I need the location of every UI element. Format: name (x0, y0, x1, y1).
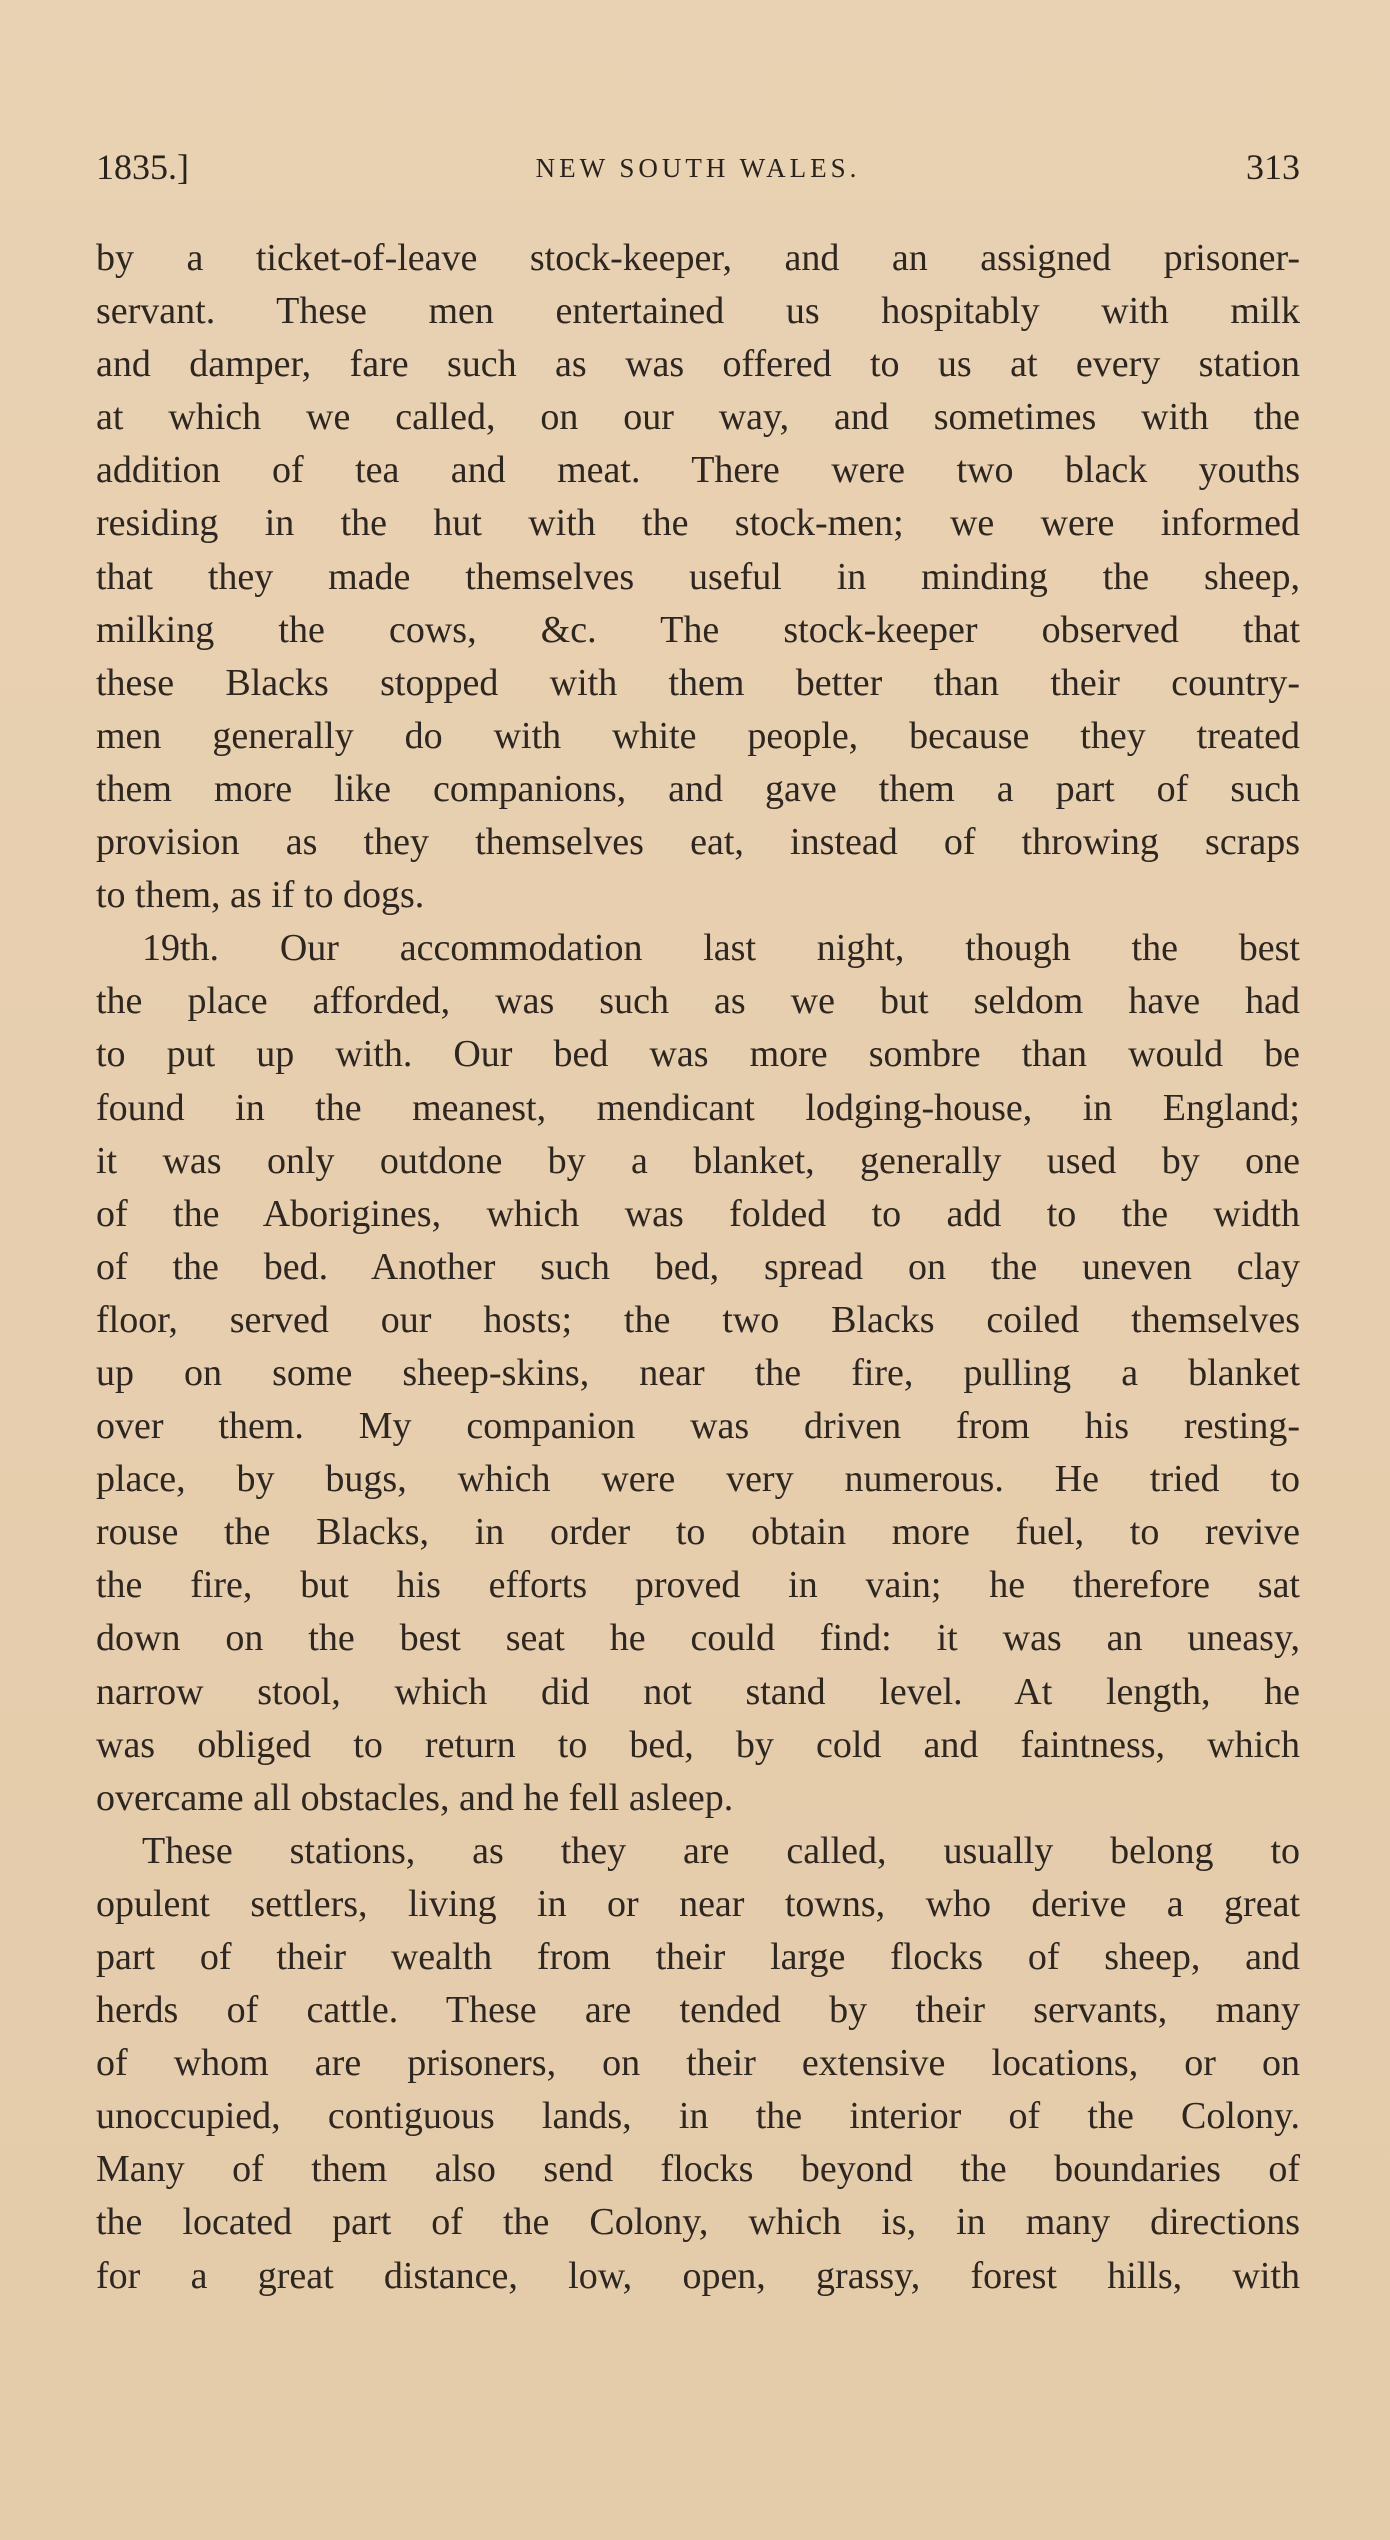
text-line: for a great distance, low, open, grassy, forest hills, with (96, 2254, 1300, 2297)
text-line: of whom are prisoners, on their extensive locations, or on (96, 2042, 1300, 2085)
text-line: at which we called, on our way, and sometimes with the (96, 396, 1300, 439)
text-line: found in the meanest, mendicant lodging-house, in England; (96, 1086, 1300, 1129)
page-number: 313 (1246, 147, 1300, 187)
text-line: these Blacks stopped with them better than their country- (96, 661, 1300, 704)
text-line: the place afforded, was such as we but seldom have had (96, 980, 1300, 1023)
text-line: These stations, as they are called, usually belong to (142, 1829, 1300, 1872)
running-header (96, 142, 1300, 192)
text-line: men generally do with white people, because they treated (96, 714, 1300, 757)
text-line: place, by bugs, which were very numerous. He tried to (96, 1458, 1300, 1501)
text-line: milking the cows, &c. The stock-keeper observed that (96, 608, 1300, 651)
text-line: by a ticket-of-leave stock-keeper, and an assigned prisoner- (96, 237, 1300, 279)
text-line: opulent settlers, living in or near towns, who derive a great (96, 1882, 1300, 1925)
text-line: the located part of the Colony, which is, in many directions (96, 2201, 1300, 2244)
text-line: them more like companions, and gave them a part of such (96, 767, 1300, 810)
text-line: over them. My companion was driven from his resting- (96, 1405, 1300, 1448)
text-line: floor, served our hosts; the two Blacks coiled themselves (96, 1298, 1300, 1341)
text-line: and damper, fare such as was offered to us at every station (96, 343, 1300, 386)
text-line: to put up with. Our bed was more sombre than would be (96, 1033, 1300, 1076)
text-line: herds of cattle. These are tended by their servants, many (96, 1989, 1300, 2032)
header-title: NEW SOUTH WALES. (535, 153, 861, 183)
text-line: 19th. Our accommodation last night, though the best (142, 927, 1300, 970)
text-line: provision as they themselves eat, instead of throwing scraps (96, 821, 1300, 864)
text-line: to them, as if to dogs. (96, 874, 425, 917)
header-year: 1835.] (96, 147, 189, 187)
text-line: narrow stool, which did not stand level. At length, he (96, 1670, 1300, 1713)
text-line: of the bed. Another such bed, spread on the uneven clay (96, 1245, 1300, 1288)
text-line: part of their wealth from their large flocks of sheep, and (96, 1936, 1300, 1978)
text-line: that they made themselves useful in minding the sheep, (96, 555, 1300, 598)
text-line: rouse the Blacks, in order to obtain more fuel, to revive (96, 1511, 1300, 1554)
text-line: Many of them also send flocks beyond the boundaries of (96, 2148, 1300, 2191)
text-line: overcame all obstacles, and he fell asleep. (96, 1776, 734, 1819)
text-line: of the Aborigines, which was folded to add to the width (96, 1192, 1300, 1235)
text-line: the fire, but his efforts proved in vain; he therefore sat (96, 1564, 1300, 1607)
text-line: residing in the hut with the stock-men; we were informed (96, 502, 1300, 545)
text-line: down on the best seat he could find: it was an uneasy, (96, 1617, 1300, 1660)
text-line: addition of tea and meat. There were two black youths (96, 449, 1300, 492)
text-line: up on some sheep-skins, near the fire, pulling a blanket (96, 1351, 1300, 1394)
text-line: servant. These men entertained us hospitably with milk (96, 290, 1300, 333)
text-line: unoccupied, contiguous lands, in the interior of the Colony. (96, 2095, 1300, 2138)
body-text (96, 232, 1300, 2303)
text-line: was obliged to return to bed, by cold and faintness, which (96, 1723, 1300, 1766)
text-line: it was only outdone by a blanket, generally used by one (96, 1139, 1300, 1182)
